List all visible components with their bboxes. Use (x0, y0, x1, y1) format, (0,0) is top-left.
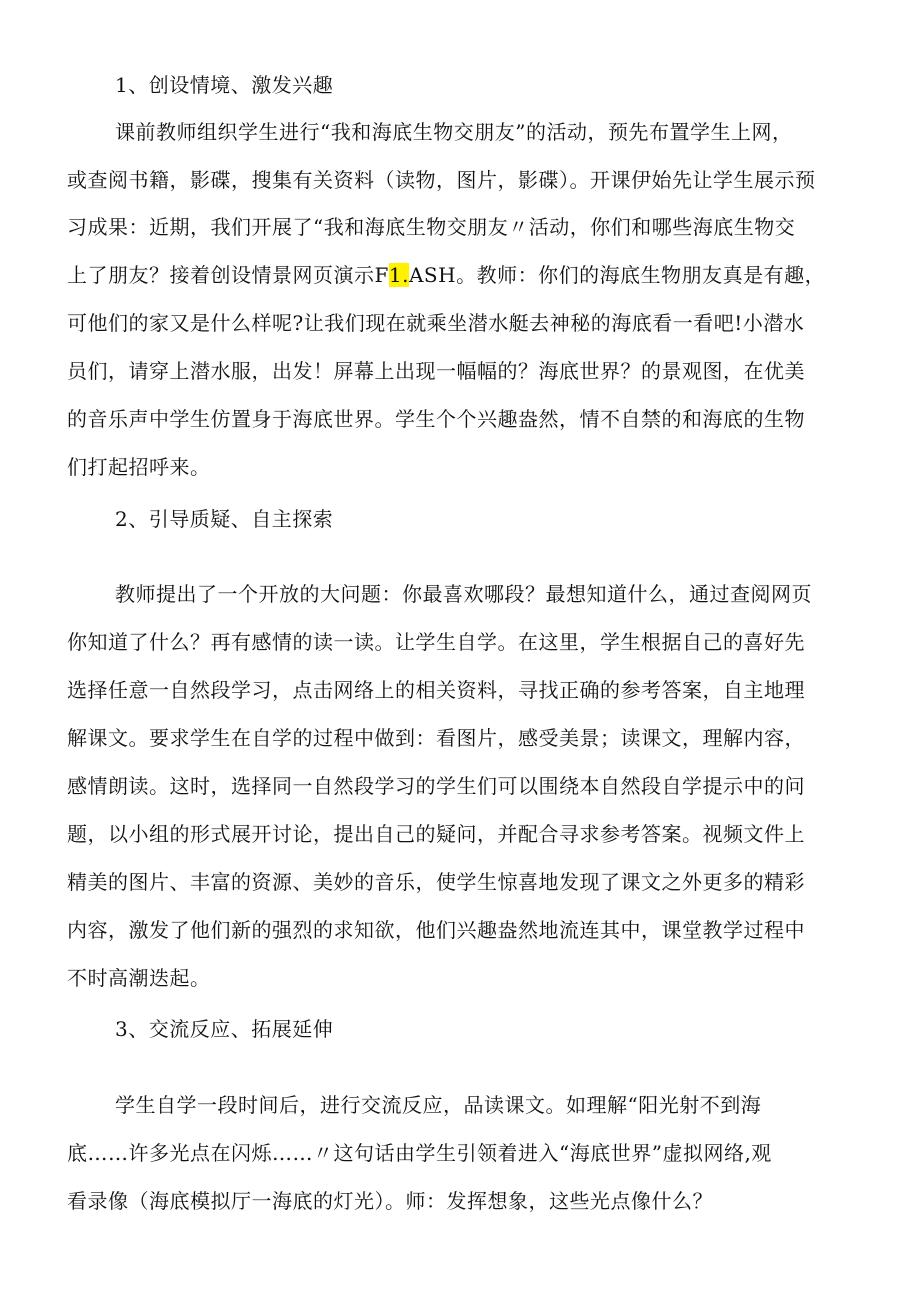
paragraph-line: 不时高潮迭起。 (67, 966, 211, 990)
paragraph-line: 选择任意一自然段学习，点击网络上的相关资料，寻找正确的参考答案，自主地理 (67, 678, 805, 702)
paragraph-line: 题，以小组的形式展开讨论，提出自己的疑问，并配合寻求参考答案。视频文件上 (67, 822, 805, 846)
section-heading: 2、引导质疑、自主探索 (115, 507, 334, 531)
paragraph-line: 教师提出了一个开放的大问题：你最喜欢哪段？最想知道什么，通过查阅网页 (115, 582, 812, 606)
paragraph-line: 解课文。要求学生在自学的过程中做到：看图片，感受美景；读课文，理解内容， (67, 726, 805, 750)
paragraph-line: 的音乐声中学生仿置身于海底世界。学生个个兴趣盎然，情不自禁的和海底的生物 (67, 407, 805, 431)
paragraph-line (0, 261, 920, 289)
paragraph-line: 或查阅书籍，影碟，搜集有关资料（读物，图片，影碟）。开课伊始先让学生展示预 (67, 168, 816, 192)
paragraph-line: 底……许多光点在闪烁……〃这句话由学生引领着进入“海底世界”虚拟网络,观 (67, 1141, 772, 1165)
line-text: ASH。教师：你们的海底生物朋友真是有趣， (408, 263, 826, 287)
section-heading: 1、创设情境、激发兴趣 (115, 73, 334, 97)
paragraph-line: 看录像（海底模拟厅一海底的灯光）。师：发挥想象，这些光点像什么？ (67, 1189, 713, 1213)
section-heading: 3、交流反应、拓展延伸 (115, 1017, 334, 1041)
highlighted-text: 1. (388, 263, 409, 287)
paragraph-line: 们打起招呼来。 (67, 455, 211, 479)
paragraph-line: 习成果：近期，我们开展了“我和海底生物交朋友〃活动，你们和哪些海底生物交 (67, 215, 796, 239)
paragraph-line: 员们，请穿上潜水服，出发！屏幕上出现一幅幅的？海底世界？的景观图，在优美 (67, 359, 805, 383)
paragraph-line: 感情朗读。这时，选择同一自然段学习的学生们可以围绕本自然段自学提示中的问 (67, 774, 805, 798)
paragraph-line: 内容，激发了他们新的强烈的求知欲，他们兴趣盎然地流连其中，课堂教学过程中 (67, 918, 805, 942)
paragraph-line: 学生自学一段时间后，进行交流反应，品读课文。如理解“阳光射不到海 (115, 1093, 762, 1117)
paragraph-line: 课前教师组织学生进行“我和海底生物交朋友”的活动，预先布置学生上网， (115, 120, 793, 144)
paragraph-line: 可他们的家又是什么样呢?让我们现在就乘坐潜水艇去神秘的海底看一看吧!小潜水 (67, 311, 805, 335)
paragraph-line: 精美的图片、丰富的资源、美妙的音乐，使学生惊喜地发现了课文之外更多的精彩 (67, 870, 805, 894)
line-text: 上了朋友？接着创设情景网页演示F (67, 263, 389, 287)
paragraph-line: 你知道了什么？再有感情的读一读。让学生自学。在这里，学生根据自己的喜好先 (67, 630, 805, 654)
